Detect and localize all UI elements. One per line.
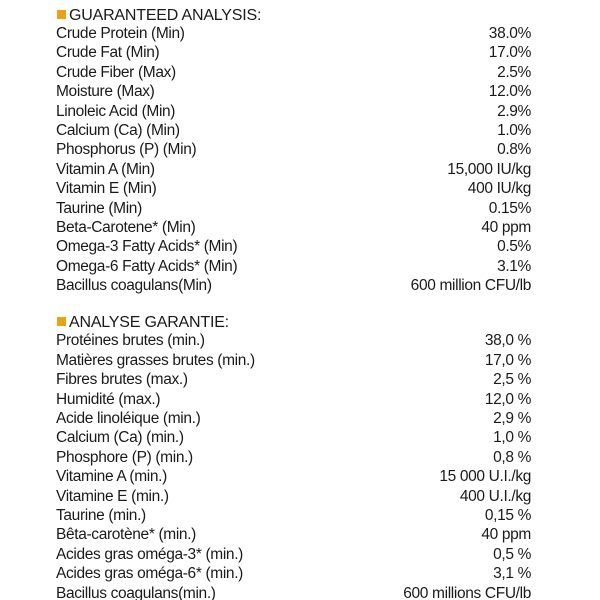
nutrient-row: [56, 371, 531, 390]
nutrient-row: [56, 277, 531, 296]
nutrient-value: 17.0%: [488, 44, 531, 62]
nutrient-row: [56, 507, 531, 526]
nutrient-value: 0.8%: [497, 141, 531, 159]
nutrient-name: Acides gras oméga-3* (min.): [56, 545, 243, 563]
nutrient-row: [56, 161, 531, 180]
nutrient-value: 400 IU/kg: [467, 180, 531, 198]
nutrient-value: 38,0 %: [484, 332, 531, 350]
french-analysis-section: [56, 313, 531, 600]
nutrient-value: 1,0 %: [493, 429, 531, 447]
nutrient-value: 3.1%: [497, 257, 531, 275]
nutrient-row: [56, 103, 531, 122]
nutrient-name: Phosphorus (P) (Min): [56, 141, 197, 159]
nutrient-name: Taurine (Min): [56, 199, 142, 217]
section-header: [56, 6, 531, 25]
guaranteed-analysis-panel: [56, 6, 531, 600]
nutrient-value: 15 000 U.I./kg: [439, 468, 531, 486]
nutrient-value: 1.0%: [497, 121, 531, 139]
nutrient-value: 600 million CFU/lb: [410, 277, 531, 295]
nutrient-value: 0.5%: [497, 238, 531, 256]
nutrient-name: Bêta-carotène* (min.): [56, 526, 196, 544]
nutrient-name: Humidité (max.): [56, 390, 161, 408]
nutrient-row: [56, 391, 531, 410]
nutrient-value: 15,000 IU/kg: [447, 160, 531, 178]
orange-square-bullet-icon: [57, 317, 66, 326]
nutrient-row: [56, 83, 531, 102]
nutrient-row: [56, 429, 531, 448]
nutrient-name: Calcium (Ca) (Min): [56, 121, 180, 139]
nutrient-row: [56, 585, 531, 600]
nutrient-name: Vitamine A (min.): [56, 468, 167, 486]
nutrient-value: 2.5%: [497, 63, 531, 81]
nutrient-row: [56, 526, 531, 545]
nutrient-row: [56, 44, 531, 63]
section-title: ANALYSE GARANTIE:: [69, 313, 229, 331]
nutrient-row: [56, 565, 531, 584]
section-title: GUARANTEED ANALYSIS:: [69, 6, 262, 24]
nutrient-row: [56, 200, 531, 219]
nutrient-name: Linoleic Acid (Min): [56, 102, 176, 120]
nutrient-value: 2,5 %: [493, 371, 531, 389]
nutrient-name: Bacillus coagulans(min.): [56, 584, 216, 600]
nutrient-row: [56, 332, 531, 351]
nutrient-name: Moisture (Max): [56, 83, 155, 101]
nutrient-name: Crude Fiber (Max): [56, 63, 176, 81]
nutrient-name: Matières grasses brutes (min.): [56, 351, 255, 369]
nutrient-name: Taurine (min.): [56, 506, 146, 524]
nutrient-list: [56, 25, 531, 296]
nutrient-row: [56, 238, 531, 257]
nutrient-row: [56, 219, 531, 238]
nutrient-name: Protéines brutes (min.): [56, 332, 205, 350]
nutrient-name: Vitamin A (Min): [56, 160, 155, 178]
nutrient-row: [56, 64, 531, 83]
nutrient-row: [56, 546, 531, 565]
nutrient-name: Crude Fat (Min): [56, 44, 160, 62]
orange-square-bullet-icon: [57, 10, 66, 19]
nutrient-name: Beta-Carotene* (Min): [56, 218, 196, 236]
nutrient-name: Acide linoléique (min.): [56, 410, 201, 428]
nutrient-value: 17,0 %: [484, 351, 531, 369]
nutrient-name: Omega-6 Fatty Acids* (Min): [56, 257, 238, 275]
nutrient-value: 2.9%: [497, 102, 531, 120]
nutrient-name: Bacillus coagulans(Min): [56, 277, 212, 295]
nutrient-row: [56, 488, 531, 507]
nutrient-list: [56, 332, 531, 600]
nutrient-value: 38.0%: [488, 25, 531, 42]
nutrient-value: 12,0 %: [484, 390, 531, 408]
nutrient-row: [56, 258, 531, 277]
nutrient-row: [56, 410, 531, 429]
nutrient-value: 3,1 %: [493, 565, 531, 583]
nutrient-row: [56, 25, 531, 44]
nutrient-value: 0,15 %: [484, 506, 531, 524]
nutrient-name: Omega-3 Fatty Acids* (Min): [56, 238, 238, 256]
nutrient-value: 0,8 %: [493, 448, 531, 466]
nutrient-value: 12.0%: [488, 83, 531, 101]
nutrient-value: 2,9 %: [493, 410, 531, 428]
nutrient-name: Phosphore (P) (min.): [56, 448, 193, 466]
nutrient-name: Vitamin E (Min): [56, 180, 157, 198]
nutrient-row: [56, 180, 531, 199]
nutrient-name: Fibres brutes (max.): [56, 371, 188, 389]
nutrient-name: Acides gras oméga-6* (min.): [56, 565, 243, 583]
nutrient-row: [56, 449, 531, 468]
nutrient-row: [56, 141, 531, 160]
nutrient-name: Vitamine E (min.): [56, 487, 169, 505]
nutrient-value: 600 millions CFU/lb: [403, 584, 531, 600]
nutrient-value: 0,5 %: [493, 545, 531, 563]
nutrient-value: 40 ppm: [481, 526, 531, 544]
nutrient-name: Crude Protein (Min): [56, 25, 185, 42]
english-analysis-section: [56, 6, 531, 296]
nutrient-value: 40 ppm: [481, 218, 531, 236]
nutrient-value: 400 U.I./kg: [459, 487, 531, 505]
nutrient-row: [56, 468, 531, 487]
nutrient-row: [56, 352, 531, 371]
section-header: [56, 313, 531, 332]
nutrient-row: [56, 122, 531, 141]
nutrient-name: Calcium (Ca) (min.): [56, 429, 184, 447]
nutrient-value: 0.15%: [488, 199, 531, 217]
